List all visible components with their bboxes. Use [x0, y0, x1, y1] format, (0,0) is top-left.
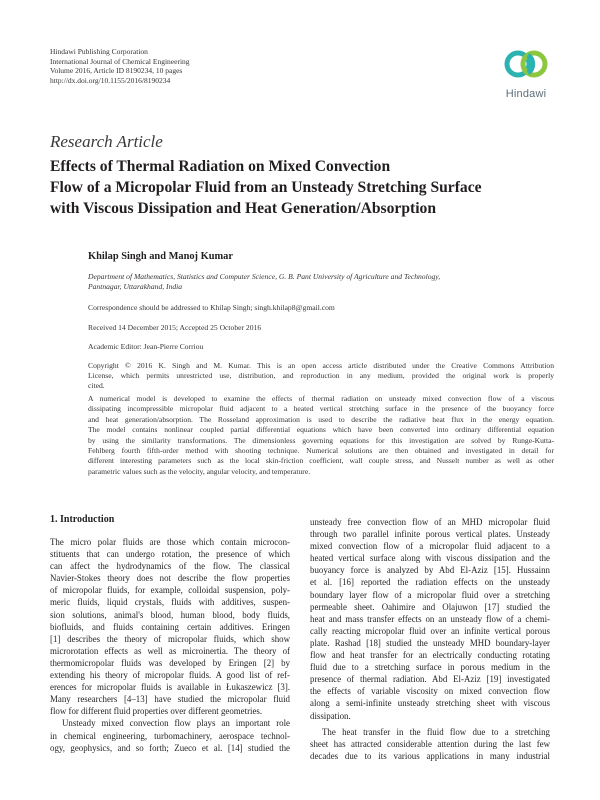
section-heading: 1. Introduction: [50, 514, 115, 525]
body-line: The micro polar fluids are those which contain microcon-: [50, 537, 290, 547]
body-line: microrotation effects as well as microinertia. The theory of: [50, 645, 290, 656]
abstract-line: different interesting parameters such as the local skin-friction coefficient, wall couple stress, and Nusselt number as well as other: [88, 456, 554, 466]
journal-name: International Journal of Chemical Engineering: [50, 56, 190, 66]
body-line: et al. [16] reported the radiation effects on the unsteady: [310, 577, 550, 588]
authors: Khilap Singh and Manoj Kumar: [88, 251, 233, 262]
body-line: mixed convection flow of a micropolar fluid adjacent to a: [310, 541, 550, 552]
volume-info: Volume 2016, Article ID 8190234, 10 pages: [50, 66, 183, 76]
body-column-right: [310, 516, 550, 762]
body-line: can affect the hydrodynamics of the flow. The classical: [50, 561, 290, 572]
title-line: Flow of a Micropolar Fluid from an Unsteady Stretching Surface: [50, 179, 482, 196]
body-line: heated vertical surface along with viscous dissipation and the: [310, 553, 550, 564]
body-line: of micropolar fluids, for example, colloidal suspension, poly-: [50, 585, 290, 596]
affiliation-line: Department of Mathematics, Statistics and Computer Science, G. B. Pant University of Agriculture and Technology,: [88, 272, 441, 281]
body-line: along a semi-infinite unsteady stretching sheet with viscous: [310, 698, 550, 709]
academic-editor: Academic Editor: Jean-Pierre Corriou: [88, 342, 204, 351]
body-line: in chemical engineering, turbomachinery, aerospace technol-: [50, 730, 290, 741]
body-line: The heat transfer in the fluid flow due to a stretching: [322, 726, 550, 737]
body-line: cally reacting micropolar fluid over an infinite vertical porous: [310, 625, 550, 636]
abstract-line: The model contains nonlinear coupled partial differential equations which have been converted into ordinary differential equation: [88, 425, 554, 435]
body-line: Navier-Stokes theory does not describe the flow properties: [50, 573, 290, 584]
body-line: permeable sheet. Oahimire and Olajuwon [17] studied the: [310, 601, 550, 612]
publisher-name: Hindawi Publishing Corporation: [50, 47, 148, 56]
body-line: Unsteady mixed convection flow plays an important role: [62, 718, 290, 729]
title-line: Effects of Thermal Radiation on Mixed Convection: [50, 158, 391, 175]
title-line: with Viscous Dissipation and Heat Generation/Absorption: [50, 200, 436, 217]
received-dates: Received 14 December 2015; Accepted 25 October 2016: [88, 323, 262, 332]
hindawi-logo-rings-icon: [498, 44, 554, 88]
body-line: flow for different fluid properties over different geometries.: [50, 706, 263, 717]
body-line: unsteady free convection flow of an MHD micropolar fluid: [310, 517, 550, 527]
correspondence: Correspondence should be addressed to Khilap Singh; singh.khilap8@gmail.com: [88, 303, 335, 312]
abstract-line: parametric values such as the velocity, angular velocity, and temperature.: [88, 466, 311, 476]
body-line: thermomicropolar fluids was developed by Eringen [2] by: [50, 657, 290, 668]
copyright-line: Copyright © 2016 K. Singh and M. Kumar. This is an open access article distributed under the Creative Commons Attribution: [88, 361, 554, 370]
body-line: buoyancy force is analyzed by Abd El-Aziz [15]. Hussainn: [310, 565, 550, 576]
body-line: fluid due to a stretching surface in porous medium in the: [310, 662, 550, 673]
body-column-left: [50, 536, 290, 754]
logo-text: Hindawi: [505, 88, 547, 100]
body-line: flow and heat transfer for an electrically conducting rotating: [310, 650, 550, 661]
body-line: boundary layer flow of a micropolar fluid over a stretching: [310, 589, 550, 600]
body-line: ogy, geophysics, and so forth; Zueco et al. [14] studied the: [50, 742, 290, 753]
abstract-line: dissipating incompressible micropolar fluid adjacent to a heated vertical stretching surface in the presence of the buoyancy force: [88, 404, 554, 414]
publication-info: [50, 47, 190, 86]
body-line: [1] describes the theory of micropolar fluids, which show: [50, 633, 290, 644]
body-line: extending his theory of micropolar fluids. A good list of ref-: [50, 670, 290, 681]
body-line: stituents that can undergo rotation, the presence of which: [50, 549, 290, 560]
body-line: heat and mass transfer effects on an unsteady flow of a chemi-: [310, 613, 550, 624]
abstract-line: by using the similarity transformations. The dimensionless governing equations for this investigation are solved by Runge-Kutta-: [88, 435, 554, 445]
abstract: [88, 394, 554, 477]
body-line: meric fluids, liquid crystals, fluids with additives, suspen-: [50, 597, 290, 608]
body-line: the effects of variable viscosity on mixed convection flow: [310, 686, 550, 697]
body-line: plate. Rashad [18] studied the unsteady MHD boundary-layer: [310, 637, 550, 648]
hindawi-logo[interactable]: [498, 44, 554, 106]
body-line: presence of thermal radiation. Abd El-Aziz [19] investigated: [310, 674, 550, 685]
doi-link[interactable]: http://dx.doi.org/10.1155/2016/8190234: [50, 76, 171, 86]
body-line: decades due to its various applications in many industrial: [310, 750, 550, 761]
body-line: sion solutions, animal's blood, human blood, body fluids,: [50, 609, 290, 620]
copyright-notice: [88, 361, 554, 391]
affiliation-line: Pantnagar, Uttarakhand, India: [88, 282, 183, 291]
article-type: Research Article: [50, 132, 163, 151]
body-line: through two parallel infinite porous vertical plates. Unsteady: [310, 529, 550, 540]
abstract-line: A numerical model is developed to examine the effects of thermal radiation on unsteady mixed convection flow of a viscous: [88, 394, 554, 403]
body-line: erences for micropolar fluids is available in Łukaszewicz [3].: [50, 682, 290, 693]
abstract-line: and heat generation/absorption. The Rosseland approximation is used to describe the radiative heat flux in the energy equation.: [88, 414, 554, 424]
body-line: biofluids, and fluids containing certain additives. Eringen: [50, 621, 290, 632]
abstract-line: Fehlberg fourth fifth-order method with shooting technique. Numerical solutions are then obtained and investigated in detail for: [88, 446, 554, 456]
copyright-line: cited.: [88, 381, 105, 390]
affiliation: [88, 272, 558, 292]
body-line: Many researchers [4–13] have studied the micropolar fluid: [50, 694, 290, 705]
body-line: dissipation.: [310, 710, 351, 721]
body-line: sheet has attracted considerable attention during the last few: [310, 738, 550, 749]
article-title: [50, 156, 570, 219]
copyright-line: License, which permits unrestricted use, distribution, and reproduction in any medium, provided the original work is properly: [88, 371, 554, 380]
